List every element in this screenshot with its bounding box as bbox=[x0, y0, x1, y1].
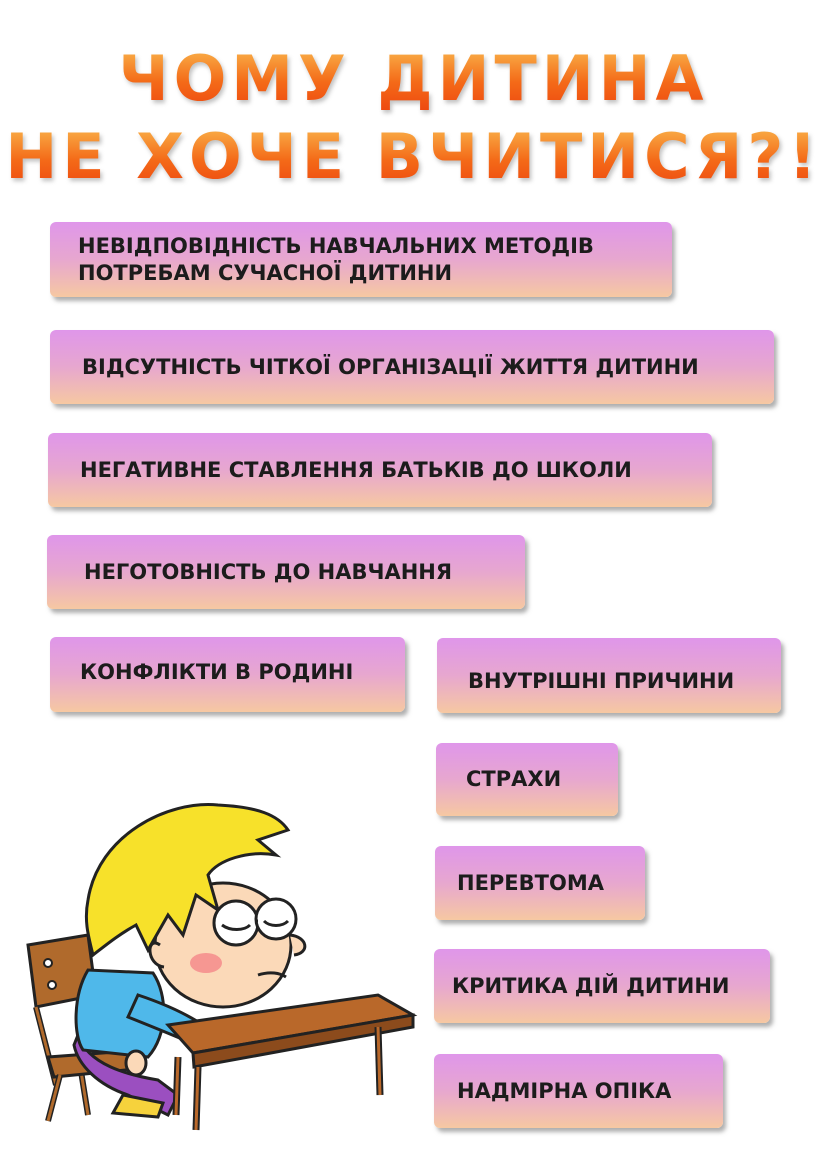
cause-text-line-2: ПОТРЕБАМ СУЧАСНОЇ ДИТИНИ bbox=[78, 260, 453, 285]
internal-cause-text: НАДМІРНА ОПІКА bbox=[457, 1078, 672, 1103]
cause-box-not-ready bbox=[47, 535, 525, 609]
internal-causes-heading-box bbox=[437, 638, 781, 713]
cause-text-line-1: НЕВІДПОВІДНІСТЬ НАВЧАЛЬНИХ МЕТОДІВ bbox=[78, 234, 594, 259]
internal-cause-box-fears bbox=[436, 743, 618, 816]
internal-cause-text: КРИТИКА ДІЙ ДИТИНИ bbox=[452, 973, 730, 998]
cause-text: НЕГОТОВНІСТЬ ДО НАВЧАННЯ bbox=[84, 559, 453, 584]
internal-cause-text: ПЕРЕВТОМА bbox=[457, 870, 604, 895]
cause-text: ВІДСУТНІСТЬ ЧІТКОЇ ОРГАНІЗАЦІЇ ЖИТТЯ ДИТИНИ bbox=[82, 354, 699, 379]
internal-cause-box-fatigue bbox=[435, 846, 645, 920]
desk-icon bbox=[168, 995, 413, 1130]
internal-cause-box-overprotection bbox=[434, 1054, 723, 1128]
bored-child-at-desk-illustration bbox=[18, 795, 418, 1135]
internal-cause-box-criticism bbox=[434, 949, 770, 1023]
cause-box-parents-attitude bbox=[48, 433, 712, 507]
title-line-1: ЧОМУ ДИТИНА bbox=[0, 48, 827, 110]
cause-text: КОНФЛІКТИ В РОДИНІ bbox=[80, 660, 354, 684]
internal-causes-heading: ВНУТРІШНІ ПРИЧИНИ bbox=[468, 669, 735, 694]
cause-box-methods-mismatch bbox=[50, 222, 672, 297]
cause-box-family-conflicts bbox=[50, 637, 405, 712]
title-line-2: НЕ ХОЧЕ ВЧИТИСЯ?! bbox=[0, 126, 827, 188]
cause-text: НЕГАТИВНЕ СТАВЛЕННЯ БАТЬКІВ ДО ШКОЛИ bbox=[80, 457, 632, 482]
cause-box-no-organization bbox=[50, 330, 774, 404]
internal-cause-text: СТРАХИ bbox=[466, 767, 562, 792]
